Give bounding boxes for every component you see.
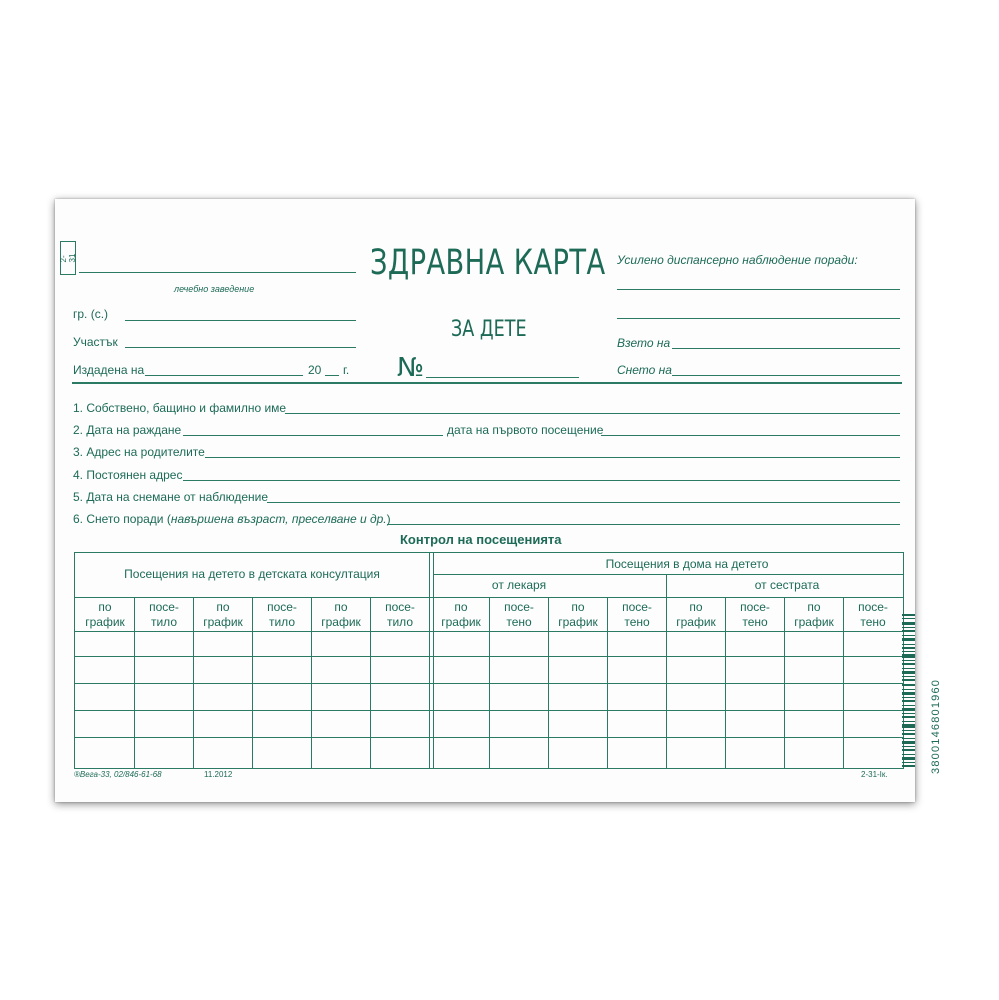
doctor-group-header: от лекаря bbox=[491, 578, 547, 592]
field-removal-reason-end: ) bbox=[386, 512, 391, 526]
left-group-header: Посещения на детето в детската консултация bbox=[124, 567, 380, 581]
field-removal-reason-start: 6. Снето поради ( bbox=[73, 512, 171, 526]
institution-caption: лечебно заведение bbox=[174, 284, 255, 294]
right-col-header-8: посе- тено bbox=[858, 600, 888, 629]
right-group-header: Посещения в дома на детето bbox=[605, 557, 769, 571]
field-removal-date-line[interactable] bbox=[267, 502, 900, 503]
col-sep bbox=[607, 597, 608, 768]
left-col-header-1: по график bbox=[85, 600, 125, 629]
right-col-header-1: по график bbox=[441, 600, 481, 629]
year-line[interactable] bbox=[325, 375, 339, 376]
taken-line[interactable] bbox=[672, 348, 900, 349]
city-line[interactable] bbox=[125, 320, 356, 321]
left-col-header-6: посе- тило bbox=[385, 600, 415, 629]
field-parents-address-label: 3. Адрес на родителите bbox=[73, 445, 205, 459]
field-birthdate-label: 2. Дата на раждане bbox=[73, 423, 182, 437]
field-removal-reason-hint: навършена възраст, преселване и др. bbox=[170, 512, 387, 526]
field-removal-reason-line[interactable] bbox=[387, 524, 900, 525]
left-col-header-3: по график bbox=[203, 600, 243, 629]
field-removal-reason-label bbox=[73, 512, 391, 526]
dispensary-line-1[interactable] bbox=[617, 289, 900, 290]
col-sep bbox=[252, 597, 253, 768]
dispensary-line-2[interactable] bbox=[617, 318, 900, 319]
year-suffix: г. bbox=[343, 363, 350, 377]
dispensary-label: Усилено диспансерно наблюдение поради: bbox=[617, 253, 858, 267]
footer-publisher: ®Вега-33, 02/846-61-68 bbox=[74, 770, 162, 779]
year-prefix: 20 bbox=[308, 363, 322, 377]
health-card-form bbox=[55, 199, 942, 802]
right-col-header-4: посе- тено bbox=[622, 600, 652, 629]
field-removal-date-label: 5. Дата на снемане от наблюдение bbox=[73, 490, 269, 504]
form-title: ЗДРАВНА КАРТА bbox=[370, 243, 606, 283]
field-parents-address-line[interactable] bbox=[205, 457, 900, 458]
field-name-line[interactable] bbox=[285, 413, 900, 414]
issued-label: Издадена на bbox=[73, 363, 145, 377]
city-label: гр. (с.) bbox=[73, 307, 109, 321]
col-sep bbox=[193, 597, 194, 768]
col-sep bbox=[311, 597, 312, 768]
institution-line[interactable] bbox=[79, 272, 356, 273]
barcode-graphic bbox=[902, 614, 915, 769]
district-line[interactable] bbox=[125, 347, 356, 348]
right-col-header-5: по график bbox=[676, 600, 716, 629]
group-separator bbox=[429, 553, 430, 768]
col-sep bbox=[370, 597, 371, 768]
col-sep bbox=[784, 597, 785, 768]
footer-code: 2-31-Iк. bbox=[861, 770, 888, 779]
number-sign: № bbox=[397, 353, 425, 383]
form-code-box bbox=[60, 241, 76, 275]
visits-table bbox=[74, 552, 904, 769]
doctor-nurse-separator bbox=[666, 574, 667, 768]
col-sep bbox=[548, 597, 549, 768]
issued-line[interactable] bbox=[145, 375, 303, 376]
header-divider bbox=[72, 382, 902, 384]
col-sep bbox=[725, 597, 726, 768]
left-col-header-4: посе- тило bbox=[267, 600, 297, 629]
footer-date: 11.2012 bbox=[204, 770, 233, 779]
field-birthdate-line[interactable] bbox=[183, 435, 443, 436]
number-line[interactable] bbox=[426, 377, 579, 378]
right-col-header-7: по график bbox=[794, 600, 834, 629]
barcode-number: 3800146801960 bbox=[930, 678, 942, 774]
col-sep bbox=[134, 597, 135, 768]
right-col-header-2: посе- тено bbox=[504, 600, 534, 629]
field-name-label: 1. Собствено, бащино и фамилно име bbox=[73, 401, 287, 415]
left-col-header-2: посе- тило bbox=[149, 600, 179, 629]
home-subheader-line bbox=[433, 574, 903, 575]
left-col-header-5: по график bbox=[321, 600, 361, 629]
field-permanent-address-line[interactable] bbox=[183, 480, 900, 481]
field-first-visit-label: дата на първото посещение bbox=[447, 423, 604, 437]
field-permanent-address-label: 4. Постоянен адрес bbox=[73, 468, 183, 482]
col-sep bbox=[489, 597, 490, 768]
taken-label: Взето на bbox=[617, 336, 671, 350]
district-label: Участък bbox=[73, 335, 118, 349]
group-separator bbox=[433, 553, 434, 768]
col-sep bbox=[843, 597, 844, 768]
right-col-header-3: по график bbox=[558, 600, 598, 629]
form-code: 2-31 bbox=[59, 253, 77, 263]
field-first-visit-line[interactable] bbox=[601, 435, 900, 436]
removed-label: Снето на bbox=[617, 363, 672, 377]
right-col-header-6: посе- тено bbox=[740, 600, 770, 629]
removed-line[interactable] bbox=[672, 375, 900, 376]
form-subtitle: ЗА ДЕТЕ bbox=[451, 317, 527, 342]
nurse-group-header: от сестрата bbox=[754, 578, 820, 592]
visits-title: Контрол на посещенията bbox=[400, 532, 562, 547]
